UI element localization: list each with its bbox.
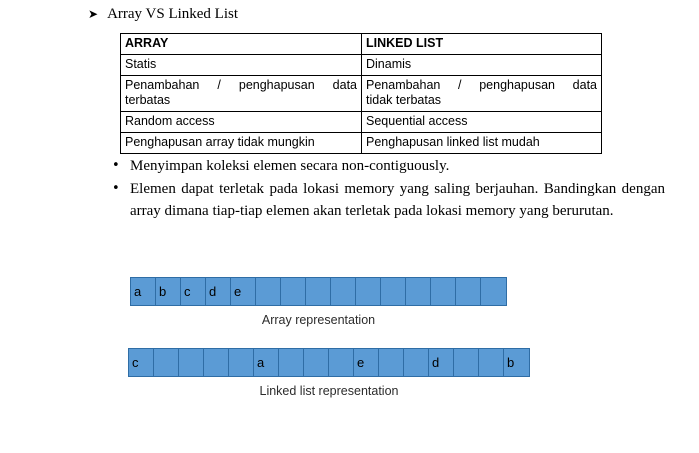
table-row [121,133,602,154]
memory-cell [306,278,331,305]
memory-cell [381,278,406,305]
list-item [108,155,668,177]
memory-cell [179,349,204,376]
section-heading [88,6,238,23]
memory-cell [281,278,306,305]
memory-cell: c [181,278,206,305]
comparison-table [120,33,602,154]
memory-cell: b [156,278,181,305]
list-item-text: Menyimpan koleksi elemen secara non-contiguously. [130,158,450,174]
memory-cell [379,349,404,376]
memory-cell [256,278,281,305]
table-cell-list-3: Sequential access [362,112,602,133]
memory-cell [454,349,479,376]
memory-cell [204,349,229,376]
table-cell-list-1: Dinamis [362,55,602,76]
memory-cell [356,278,381,305]
table-cell-array-2 [121,76,362,112]
table-cell-array-4: Penghapusan array tidak mungkin [121,133,362,154]
table-cell-array-1: Statis [121,55,362,76]
memory-cell [304,349,329,376]
memory-cell [154,349,179,376]
table-cell-array-2-line2: terbatas [125,93,171,107]
table-row [121,76,602,112]
table-cell-list-2 [362,76,602,112]
memory-cell [279,349,304,376]
table-cell-list-2-line2: tidak terbatas [366,93,442,107]
memory-cell [229,349,254,376]
table-row [121,112,602,133]
table-row [121,55,602,76]
page-title: Array VS Linked List [107,6,239,22]
memory-cell: a [254,349,279,376]
linked-list-representation-diagram [128,348,530,398]
array-representation-diagram [130,277,507,327]
memory-cell: d [206,278,231,305]
table-header-array: ARRAY [121,34,362,55]
array-diagram-caption: Array representation [261,313,376,327]
table-cell-list-2-line1: Penambahan / penghapusan data [366,78,597,92]
bullet-dot-icon: • [112,158,120,173]
bullet-dot-icon: • [112,181,120,196]
memory-cell [329,349,354,376]
bullet-list [108,155,668,223]
list-item-text: Elemen dapat terletak pada lokasi memory yang saling berjauhan. Bandingkan dengan array dimana tiap-tiap elemen akan terletak pada lokasi memory yang berurutan. [130,181,665,219]
memory-cell: b [504,349,529,376]
table-header-linked-list: LINKED LIST [362,34,602,55]
table-cell-array-2-line1: Penambahan / penghapusan data [125,78,357,92]
memory-cell [479,349,504,376]
memory-cell [481,278,506,305]
memory-cell: e [354,349,379,376]
table-cell-list-4: Penghapusan linked list mudah [362,133,602,154]
arrow-bullet-icon: ➤ [88,7,99,21]
table-header-row [121,34,602,55]
memory-cell: e [231,278,256,305]
list-item [108,178,668,222]
memory-cell [431,278,456,305]
array-memory-cells [130,277,507,306]
memory-cell: d [429,349,454,376]
memory-cell: a [131,278,156,305]
memory-cell: c [129,349,154,376]
table-cell-array-3: Random access [121,112,362,133]
memory-cell [404,349,429,376]
memory-cell [331,278,356,305]
linked-list-diagram-caption: Linked list representation [259,384,399,398]
linked-list-memory-cells [128,348,530,377]
memory-cell [406,278,431,305]
memory-cell [456,278,481,305]
